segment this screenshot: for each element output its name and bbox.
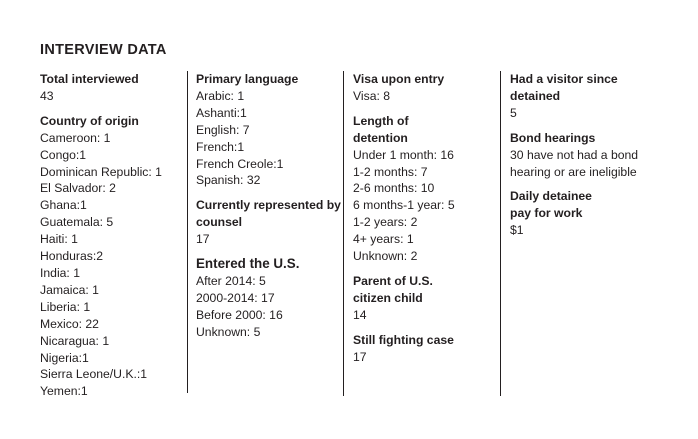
list-item: Unknown: 2: [353, 249, 418, 264]
parent-section: [353, 273, 491, 324]
list-item: India: 1: [40, 265, 80, 280]
primary-language-section: [196, 71, 341, 189]
list-item: After 2014: 5: [196, 273, 266, 288]
list-item: Jamaica: 1: [40, 282, 99, 297]
list-item: El Salvador: 2: [40, 181, 116, 196]
list-item: Arabic: 1: [196, 88, 245, 103]
bond-hearings-value: 30 have not had a bond hearing or are ineligible: [510, 147, 639, 179]
list-item: Spanish: 32: [196, 173, 261, 188]
detention-length-section: [353, 113, 491, 265]
list-item: Before 2000: 16: [196, 307, 283, 322]
list-item: Dominican Republic: 1: [40, 164, 162, 179]
detention-list: [353, 147, 491, 265]
fighting-case-value: 17: [353, 349, 367, 364]
list-item: Under 1 month: 16: [353, 147, 454, 162]
column-divider: [187, 71, 188, 393]
total-interviewed-section: [40, 71, 180, 105]
country-list: [40, 130, 180, 401]
entered-us-section: [196, 256, 341, 341]
list-item: Congo:1: [40, 147, 87, 162]
list-item: French:1: [196, 139, 245, 154]
country-of-origin-section: [40, 113, 180, 400]
list-item: Unknown: 5: [196, 324, 261, 339]
list-item: Nigeria:1: [40, 350, 89, 365]
visa-section: [353, 71, 491, 105]
fighting-case-section: [353, 332, 491, 366]
list-item: Nicaragua: 1: [40, 333, 110, 348]
country-of-origin-heading: Country of origin: [40, 113, 139, 128]
list-item: Yemen:1: [40, 384, 88, 399]
list-item: 1-2 months: 7: [353, 164, 428, 179]
column-divider: [500, 71, 501, 396]
column-divider: [343, 71, 344, 396]
list-item: Haiti: 1: [40, 232, 78, 247]
visitor-heading: Had a visitor since detained: [510, 72, 618, 103]
total-interviewed-value: 43: [40, 88, 54, 103]
visitor-section: [510, 71, 660, 122]
list-item: 2000-2014: 17: [196, 290, 275, 305]
list-item: 1-2 years: 2: [353, 215, 418, 230]
visitor-value: 5: [510, 105, 517, 120]
entered-us-heading: Entered the U.S.: [196, 256, 300, 272]
list-item: Sierra Leone/U.K.:1: [40, 367, 148, 382]
list-item: English: 7: [196, 122, 250, 137]
language-list: [196, 88, 341, 189]
entered-us-list: [196, 273, 341, 341]
detention-length-heading: Length of detention: [353, 113, 409, 145]
column-3: [353, 71, 491, 366]
list-item: Mexico: 22: [40, 316, 99, 331]
pay-section: [510, 188, 660, 239]
list-item: Cameroon: 1: [40, 130, 111, 145]
fighting-case-heading: Still fighting case: [353, 332, 454, 347]
counsel-heading: Currently represented by counsel: [196, 198, 341, 230]
list-item: French Creole:1: [196, 156, 284, 171]
column-1: [40, 71, 180, 400]
total-interviewed-heading: Total interviewed: [40, 72, 139, 86]
list-item: 2-6 months: 10: [353, 181, 435, 196]
primary-language-heading: Primary language: [196, 72, 299, 86]
pay-value: $1: [510, 223, 524, 238]
bond-hearings-heading: Bond hearings: [510, 130, 596, 145]
parent-value: 14: [353, 307, 367, 322]
column-2: [196, 71, 341, 341]
list-item: Ghana:1: [40, 198, 87, 213]
visa-value: Visa: 8: [353, 88, 391, 103]
page-title: INTERVIEW DATA: [40, 42, 167, 58]
counsel-section: [196, 197, 341, 248]
list-item: Guatemala: 5: [40, 215, 114, 230]
list-item: Honduras:2: [40, 249, 104, 264]
pay-heading: Daily detainee pay for work: [510, 189, 592, 221]
list-item: 4+ years: 1: [353, 232, 414, 247]
visa-heading: Visa upon entry: [353, 72, 445, 86]
list-item: 6 months-1 year: 5: [353, 198, 455, 213]
column-4: [510, 71, 660, 239]
bond-hearings-section: [510, 130, 660, 181]
list-item: Liberia: 1: [40, 299, 91, 314]
counsel-value: 17: [196, 232, 210, 247]
list-item: Ashanti:1: [196, 105, 247, 120]
parent-heading: Parent of U.S. citizen child: [353, 273, 433, 305]
